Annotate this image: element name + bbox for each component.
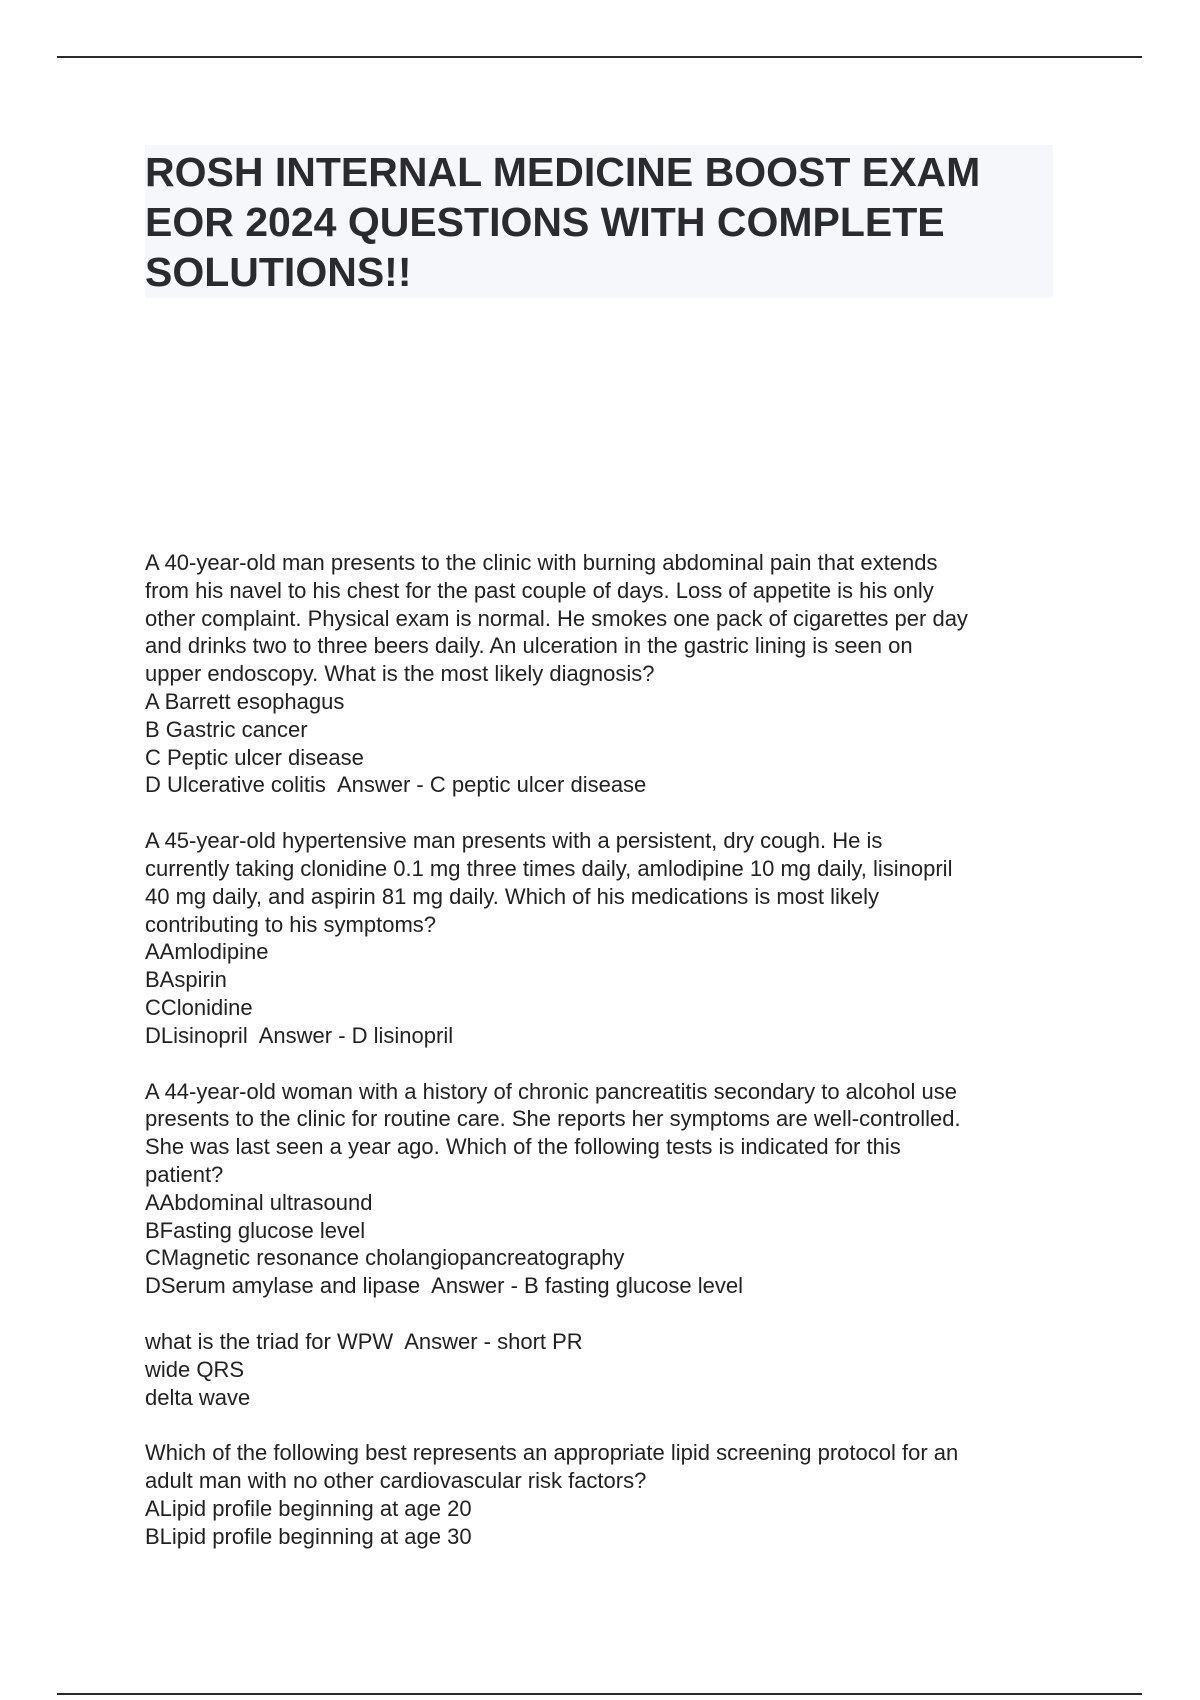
question-wpw-triad (145, 1328, 1075, 1411)
title-line: ROSH INTERNAL MEDICINE BOOST EXAM (145, 149, 981, 195)
answer-option: CClonidine (145, 994, 253, 1020)
question-line-with-answer: what is the triad for WPW Answer - short PR (145, 1328, 583, 1354)
answer-option: CMagnetic resonance cholangiopancreatography (145, 1245, 625, 1271)
document-body (145, 549, 1075, 1579)
answer-option-with-answer: DLisinopril Answer - D lisinopril (145, 1022, 454, 1048)
question-line: other complaint. Physical exam is normal. He smokes one pack of cigarettes per day (145, 605, 968, 631)
answer-option: C Peptic ulcer disease (145, 744, 364, 770)
question-line: presents to the clinic for routine care. She reports her symptoms are well-controlled. (145, 1106, 961, 1132)
answer-option-with-answer: DSerum amylase and lipase Answer - B fasting glucose level (145, 1273, 743, 1299)
question-line: A 44-year-old woman with a history of chronic pancreatitis secondary to alcohol use (145, 1078, 957, 1104)
answer-line: wide QRS (145, 1356, 245, 1382)
answer-option: B Gastric cancer (145, 716, 308, 742)
question-line: currently taking clonidine 0.1 mg three times daily, amlodipine 10 mg daily, lisinopril (145, 855, 953, 881)
footer-rule (57, 1693, 1142, 1695)
question-line: Which of the following best represents an appropriate lipid screening protocol for an (145, 1440, 959, 1466)
question-line: contributing to his symptoms? (145, 911, 437, 937)
question-line: and drinks two to three beers daily. An ulceration in the gastric lining is seen on (145, 633, 913, 659)
question-pancreatitis (145, 1078, 1075, 1300)
answer-option: BAspirin (145, 967, 227, 993)
question-line: A 45-year-old hypertensive man presents with a persistent, dry cough. He is (145, 828, 883, 854)
document-title (145, 145, 1053, 297)
answer-option: BFasting glucose level (145, 1217, 366, 1243)
question-line: adult man with no other cardiovascular risk factors? (145, 1468, 647, 1494)
answer-option: BLipid profile beginning at age 30 (145, 1523, 472, 1549)
answer-option-with-answer: D Ulcerative colitis Answer - C peptic ulcer disease (145, 772, 647, 798)
question-line: from his navel to his chest for the past couple of days. Loss of appetite is his only (145, 577, 934, 603)
title-line: SOLUTIONS!! (145, 249, 412, 295)
answer-option: AAmlodipine (145, 939, 269, 965)
question-line: She was last seen a year ago. Which of the following tests is indicated for this (145, 1134, 901, 1160)
question-line: upper endoscopy. What is the most likely diagnosis? (145, 661, 655, 687)
question-line: A 40-year-old man presents to the clinic with burning abdominal pain that extends (145, 550, 938, 575)
title-line: EOR 2024 QUESTIONS WITH COMPLETE (145, 199, 945, 245)
question-lipid-screening (145, 1439, 1075, 1550)
question-peptic-ulcer (145, 549, 1075, 799)
answer-option: ALipid profile beginning at age 20 (145, 1495, 472, 1521)
question-dry-cough (145, 827, 1075, 1049)
header-rule (57, 56, 1142, 58)
answer-line: delta wave (145, 1384, 251, 1410)
question-line: 40 mg daily, and aspirin 81 mg daily. Which of his medications is most likely (145, 883, 880, 909)
title-block (145, 145, 1053, 298)
question-line: patient? (145, 1161, 224, 1187)
answer-option: A Barrett esophagus (145, 688, 345, 714)
answer-option: AAbdominal ultrasound (145, 1189, 373, 1215)
